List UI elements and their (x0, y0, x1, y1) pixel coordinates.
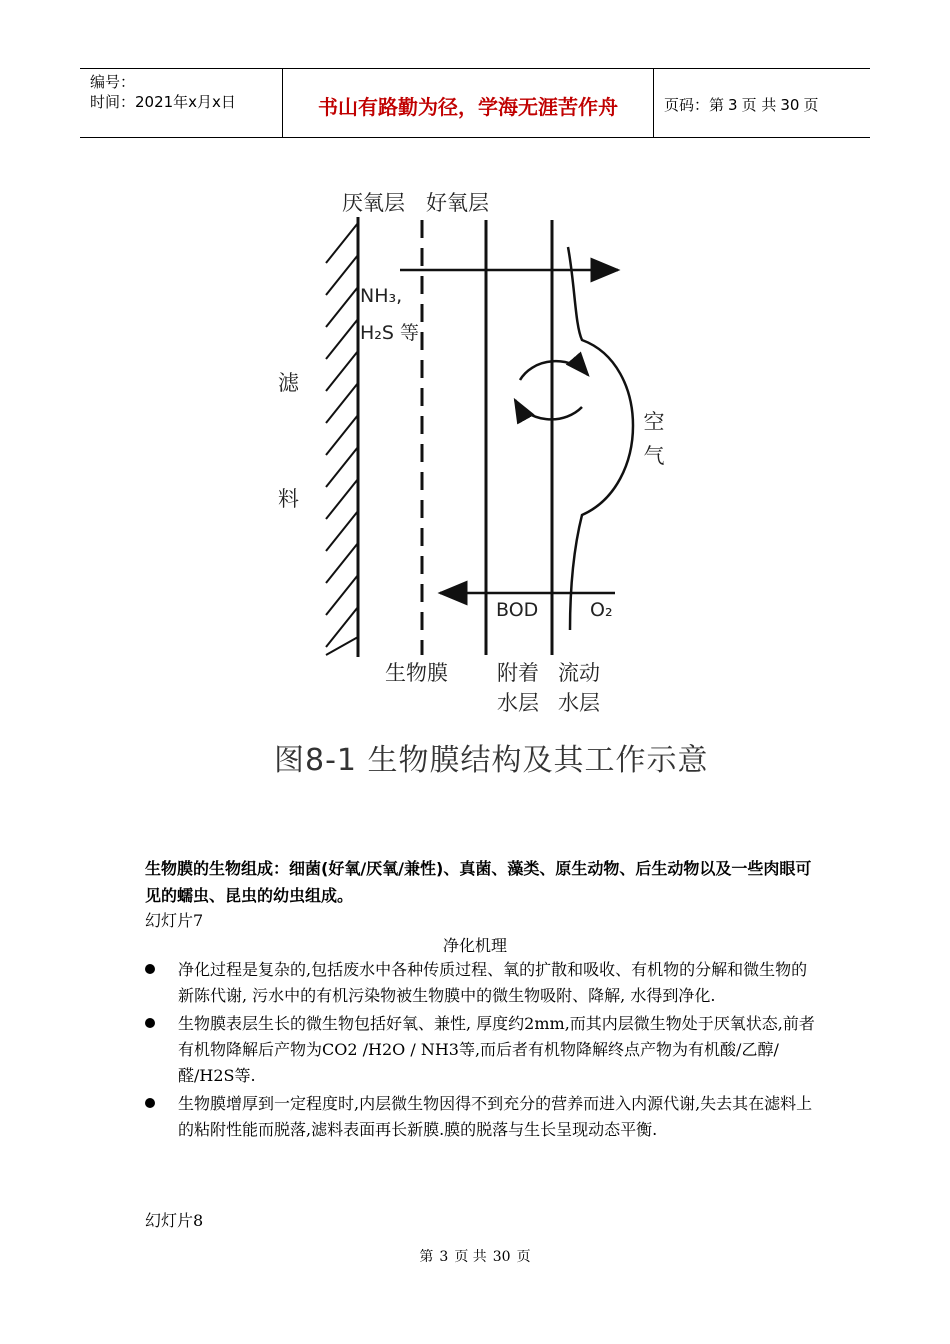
section-title: 净化机理 (442, 936, 507, 955)
label-filter-top: 滤 (278, 371, 299, 395)
figure-caption: 图8-1 生物膜结构及其工作示意 (274, 743, 709, 778)
bullet-icon (145, 1098, 155, 1108)
label-filter-bottom: 料 (278, 487, 299, 511)
biofilm-diagram (230, 175, 730, 795)
page-mid: 页 共 (741, 96, 777, 114)
label-flowing-2: 水层 (558, 691, 600, 715)
biofilm-composition-paragraph: 生物膜的生物组成：细菌(好氧/厌氧/兼性)、真菌、藻类、原生动物、后生动物以及一些肉眼可见的蠕虫、昆虫的幼虫组成。 (145, 859, 812, 905)
slide-7-label: 幻灯片7 (145, 911, 204, 930)
circulation-arc-bottom (515, 400, 582, 419)
bullet-icon (145, 1018, 155, 1028)
label-o2: O₂ (590, 599, 613, 621)
header-page-cell (654, 69, 870, 137)
footer-current: 3 (439, 1249, 449, 1265)
page-code-label: 页码：第 (664, 96, 725, 114)
time-label: 时间：2021年x月x日 (90, 93, 236, 111)
footer-total: 30 (492, 1249, 511, 1265)
header-motto-cell (283, 69, 654, 137)
page-current: 3 (728, 96, 738, 114)
label-anaerobic-layer: 厌氧层 (342, 191, 405, 215)
page-code (664, 94, 822, 115)
label-aerobic-layer: 好氧层 (426, 191, 489, 215)
label-bod: BOD (496, 599, 539, 621)
list-item-text: 净化过程是复杂的,包括废水中各种传质过程、氧的扩散和吸收、有机物的分解和微生物的新陈代谢, 污水中的有机污染物被生物膜中的微生物吸附、降解, 水得到净化. (178, 960, 808, 1005)
list-item (145, 1011, 815, 1089)
page-suffix: 页 (803, 96, 819, 114)
footer-suffix: 页 (516, 1249, 531, 1265)
list-item-text: 生物膜增厚到一定程度时,内层微生物因得不到充分的营养而进入内源代谢,失去其在滤料上的粘附性能而脱落,滤料表面再长新膜.膜的脱落与生长呈现动态平衡. (178, 1094, 813, 1139)
label-attached-1: 附着 (497, 661, 539, 685)
circulation-arc-top (520, 361, 588, 380)
air-interface (568, 247, 633, 630)
motto: 书山有路勤为径，学海无涯苦作舟 (318, 95, 618, 119)
label-h2s: H₂S 等 (360, 322, 420, 344)
label-attached-2: 水层 (497, 691, 539, 715)
mechanism-list (145, 957, 815, 1145)
slide-8-label: 幻灯片8 (145, 1211, 204, 1230)
list-item (145, 1091, 815, 1143)
footer-mid: 页 共 (454, 1249, 487, 1265)
number-label: 编号： (90, 73, 136, 91)
label-air: 空气 (643, 410, 665, 468)
list-item-text: 生物膜表层生长的微生物包括好氧、兼性, 厚度约2mm,而其内层微生物处于厌氧状态,前者有机物降解后产物为CO2 /H2O / NH3等,而后者有机物降解终点产物为有机酸/乙醇/醛/H2S等. (178, 1014, 815, 1085)
page-footer (0, 1246, 950, 1266)
page-total: 30 (780, 96, 800, 114)
page-header (80, 68, 870, 138)
label-biofilm: 生物膜 (385, 661, 448, 685)
bullet-icon (145, 964, 155, 974)
filter-hatching (326, 223, 358, 655)
list-item (145, 957, 815, 1009)
header-info-cell (80, 69, 283, 137)
label-flowing-1: 流动 (558, 661, 600, 685)
footer-prefix: 第 (419, 1249, 434, 1265)
label-nh3: NH₃, (360, 285, 403, 307)
